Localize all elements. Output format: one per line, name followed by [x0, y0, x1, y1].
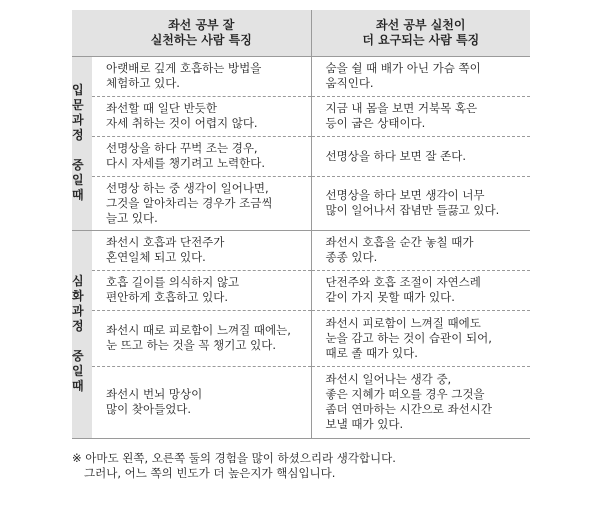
cell-right: 선명상을 하다 보면 잘 존다.: [311, 136, 530, 176]
cell-left: 좌선시 때로 피로함이 느껴질 때에는, 눈 뜨고 하는 것을 꼭 챙기고 있다.: [92, 310, 311, 366]
table-row: [72, 56, 530, 96]
cell-left: 좌선시 호흡과 단전주가 혼연일체 되고 있다.: [92, 230, 311, 270]
cell-left: 좌선할 때 일단 반듯한 자세 취하는 것이 어렵지 않다.: [92, 96, 311, 136]
cell-right: 좌선시 피로함이 느껴질 때에도 눈을 감고 하는 것이 습관이 되어, 때로 졸 때가 있다.: [311, 310, 530, 366]
header-corner: [72, 10, 92, 56]
table-row: [72, 230, 530, 270]
group-label-intro: 입 문 과 정 중 일 때: [72, 56, 92, 230]
cell-left: 아랫배로 깊게 호흡하는 방법을 체험하고 있다.: [92, 56, 311, 96]
cell-left: 선명상을 하다 꾸벅 조는 경우, 다시 자세를 챙기려고 노력한다.: [92, 136, 311, 176]
table-row: [72, 136, 530, 176]
cell-right: 단전주와 호흡 조절이 자연스레 같이 가지 못할 때가 있다.: [311, 270, 530, 310]
cell-left: 호흡 길이를 의식하지 않고 편안하게 호흡하고 있다.: [92, 270, 311, 310]
header-row: [72, 10, 530, 56]
header-right: 좌선 공부 실천이 더 요구되는 사람 특징: [311, 10, 530, 56]
cell-right: 좌선시 일어나는 생각 중, 좋은 지혜가 떠오를 경우 그것을 좀더 연마하는 시간으로 좌선시간 보낼 때가 있다.: [311, 366, 530, 438]
footnote-line-1: ※ 아마도 왼쪽, 오른쪽 둘의 경험을 많이 하셨으리라 생각합니다.: [72, 451, 396, 465]
header-left: 좌선 공부 잘 실천하는 사람 특징: [92, 10, 311, 56]
cell-right: 지금 내 몸을 보면 거북목 혹은 등이 굽은 상태이다.: [311, 96, 530, 136]
table-row: [72, 270, 530, 310]
comparison-table: [72, 10, 530, 439]
cell-right: 선명상을 하다 보면 생각이 너무 많이 일어나서 잡념만 들끓고 있다.: [311, 176, 530, 230]
footnote-line-2: 그러나, 어느 쪽의 빈도가 더 높은지가 핵심입니다.: [84, 466, 336, 480]
table-row: [72, 310, 530, 366]
footnote: [72, 451, 396, 481]
table-row: [72, 366, 530, 438]
cell-right: 숨을 쉴 때 배가 아닌 가슴 쪽이 움직인다.: [311, 56, 530, 96]
cell-right: 좌선시 호흡을 순간 놓칠 때가 종종 있다.: [311, 230, 530, 270]
cell-left: 좌선시 번뇌 망상이 많이 찾아들었다.: [92, 366, 311, 438]
table-row: [72, 96, 530, 136]
cell-left: 선명상 하는 중 생각이 일어나면, 그것을 알아차리는 경우가 조금씩 늘고 있다.: [92, 176, 311, 230]
group-label-deep: 심 화 과 정 중 일 때: [72, 230, 92, 438]
table-row: [72, 176, 530, 230]
